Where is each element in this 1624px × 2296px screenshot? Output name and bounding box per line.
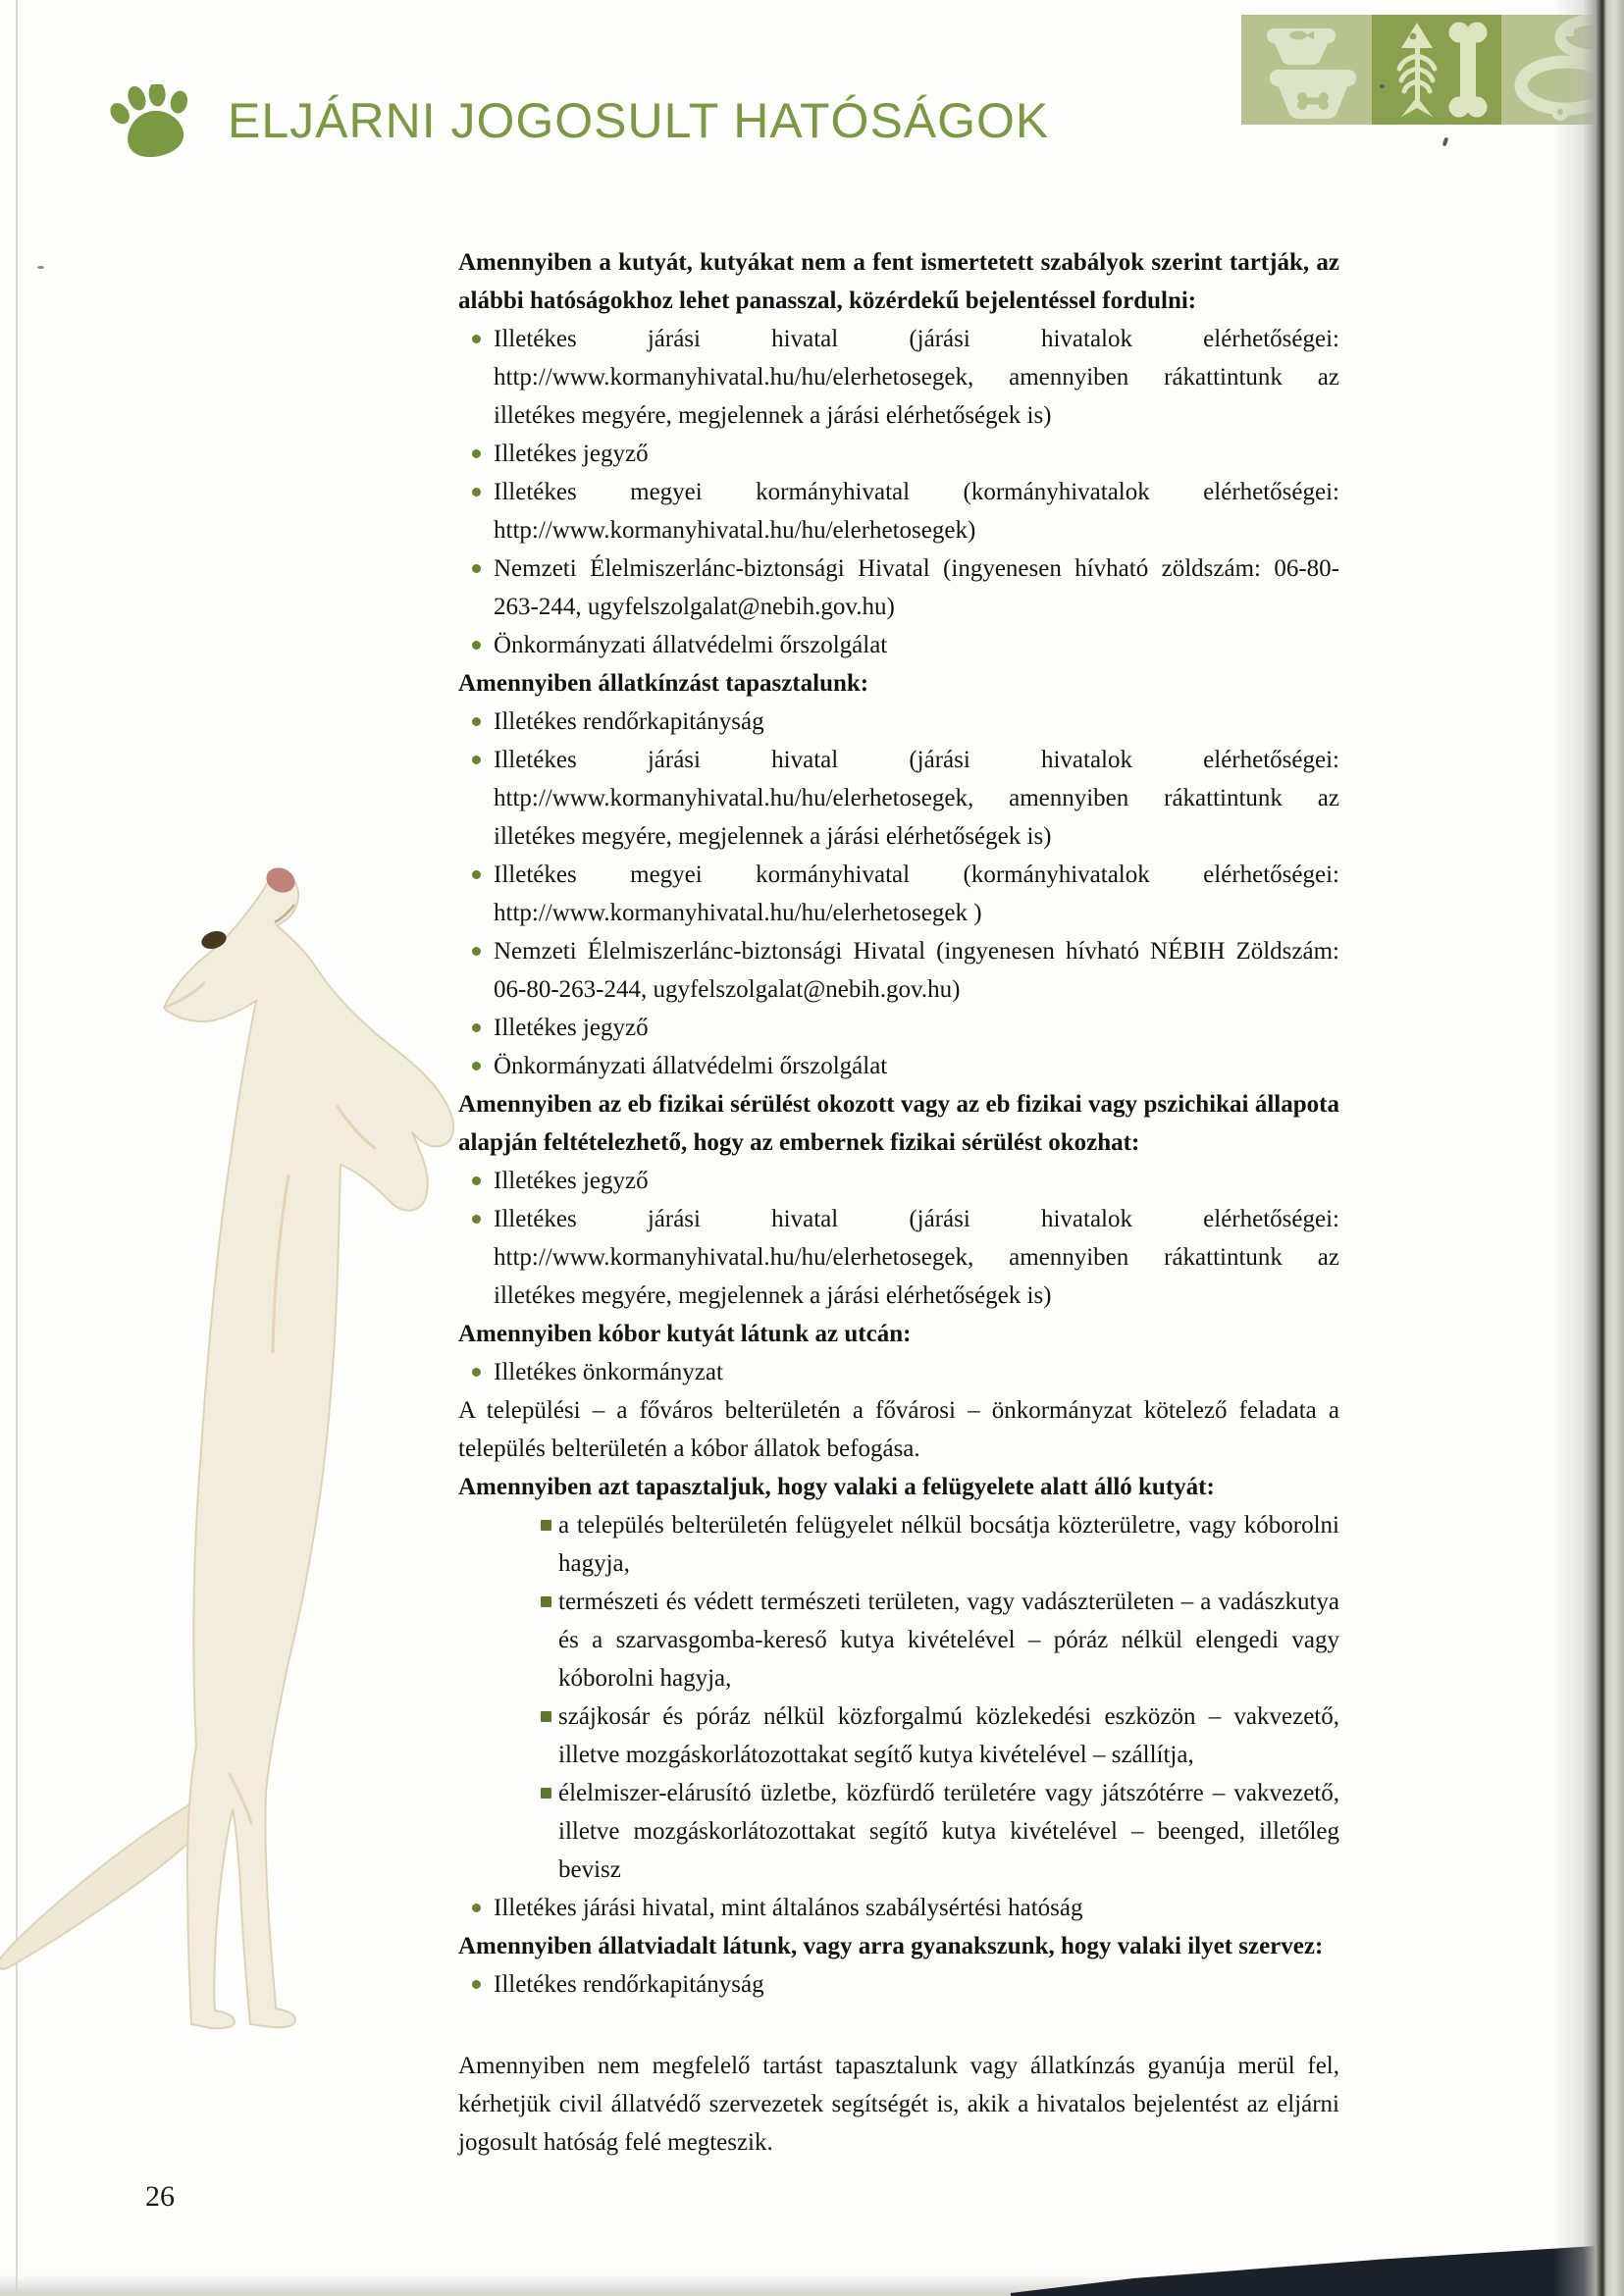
list-item: természeti és védett természeti területen, vagy vadászterületen – a vadászkutya és a szarvasgomba-kereső kutya kivételével – póráz nélkül elengedi vagy kóborolni hagyja,: [458, 1583, 1339, 1697]
list-item: Illetékes megyei kormányhivatal (kormányhivatalok elérhetőségei: http://www.kormanyhivatal.hu/hu/elerhetosegek ): [458, 856, 1339, 932]
dog-bowls-icon: [1241, 15, 1372, 125]
list-item: Illetékes megyei kormányhivatal (kormányhivatalok elérhetőségei: http://www.kormanyhivatal.hu/hu/elerhetosegek): [458, 473, 1339, 549]
scan-speck: [37, 266, 44, 269]
section-heading: Amennyiben kóbor kutyát látunk az utcán:: [458, 1321, 912, 1347]
list-item: Illetékes járási hivatal, mint általános szabálysértési hatóság: [458, 1889, 1339, 1927]
scan-speck: [1442, 137, 1449, 147]
list-item: Illetékes rendőrkapitányság: [458, 1965, 1339, 2004]
list-item: Illetékes jegyző: [458, 1162, 1339, 1200]
closing-paragraph: Amennyiben nem megfelelő tartást tapasztalunk vagy állatkínzás gyanúja merül fel, kérhetjük civil állatvédő szervezetek segítségét is, akik a hivatalos bejelentést az eljárni jogosult hatóság felé megteszik.: [458, 2053, 1339, 2156]
page-header: [98, 84, 1049, 157]
list-item: a település belterületén felügyelet nélkül bocsátja közterületre, vagy kóborolni hagyja,: [458, 1506, 1339, 1583]
book-cover-edge: [1011, 2237, 1624, 2296]
dog-body: [164, 871, 453, 2028]
list-item: Önkormányzati állatvédelmi őrszolgálat: [458, 1047, 1339, 1085]
page-number: 26: [145, 2180, 175, 2213]
paw-icon: [98, 84, 204, 157]
list-item: Illetékes jegyző: [458, 435, 1339, 473]
list-item: Illetékes jegyző: [458, 1009, 1339, 1047]
list-item: Nemzeti Élelmiszerlánc-biztonsági Hivatal (ingyenesen hívható zöldszám: 06-80-263-244, ugyfelszolgalat@nebih.gov.hu): [458, 549, 1339, 626]
paragraph: A települési – a főváros belterületén a fővárosi – önkormányzat kötelező feladata a település belterületén a kóbor állatok befogása.: [458, 1397, 1339, 1462]
page-title: ELJÁRNI JOGOSULT HATÓSÁGOK: [228, 93, 1050, 148]
list-item: Nemzeti Élelmiszerlánc-biztonsági Hivatal (ingyenesen hívható NÉBIH Zöldszám: 06-80-263-244, ugyfelszolgalat@nebih.gov.hu): [458, 932, 1339, 1009]
section-heading: Amennyiben az eb fizikai sérülést okozott vagy az eb fizikai vagy pszichikai állapota alapján feltételezhető, hogy az embernek fizikai sérülést okozhat:: [458, 1091, 1339, 1156]
list-item: élelmiszer-elárusító üzletbe, közfürdő területére vagy játszótérre – vakvezető, illetve mozgáskorlátozottakat segítő kutya kivételével – beenged, illetőleg bevisz: [458, 1774, 1339, 1889]
list-item: Illetékes járási hivatal (járási hivatalok elérhetőségei: http://www.kormanyhivatal.hu/hu/elerhetosegek, amennyiben rákattintunk az illetékes megyére, megjelennek a járási elérhetőségek is): [458, 1200, 1339, 1315]
list-item: Illetékes járási hivatal (járási hivatalok elérhetőségei: http://www.kormanyhivatal.hu/hu/elerhetosegek, amennyiben rákattintunk az illetékes megyére, megjelennek a járási elérhetőségek is): [458, 320, 1339, 435]
section-heading: Amennyiben a kutyát, kutyákat nem a fent ismertetett szabályok szerint tartják, az alábbi hatóságokhoz lehet panasszal, közérdekű bejelentéssel fordulni:: [458, 249, 1339, 314]
section-heading: Amennyiben állatviadalt látunk, vagy arra gyanakszunk, hogy valaki ilyet szervez:: [458, 1933, 1324, 1959]
list-item: Illetékes rendőrkapitányság: [458, 703, 1339, 741]
dog-tail: [0, 1801, 196, 1969]
fish-skeleton-and-bone-icon: [1372, 15, 1501, 125]
section-heading: Amennyiben állatkínzást tapasztalunk:: [458, 670, 869, 697]
page-curl-edge: [1553, 0, 1624, 2296]
body-text: [458, 243, 1339, 2162]
scan-speck: [1380, 84, 1385, 88]
white-dog-photo: [0, 861, 475, 2034]
list-item: szájkosár és póráz nélkül közforgalmú közlekedési eszközön – vakvezető, illetve mozgáskorlátozottakat segítő kutya kivételével – szállítja,: [458, 1697, 1339, 1774]
list-item: Illetékes önkormányzat: [458, 1353, 1339, 1391]
section-heading: Amennyiben azt tapasztaljuk, hogy valaki a felügyelete alatt álló kutyát:: [458, 1474, 1215, 1500]
list-item: Illetékes járási hivatal (járási hivatalok elérhetőségei: http://www.kormanyhivatal.hu/hu/elerhetosegek, amennyiben rákattintunk az illetékes megyére, megjelennek a járási elérhetőségek is): [458, 741, 1339, 856]
list-item: Önkormányzati állatvédelmi őrszolgálat: [458, 626, 1339, 664]
page-bottom-edge: [0, 2274, 1178, 2296]
